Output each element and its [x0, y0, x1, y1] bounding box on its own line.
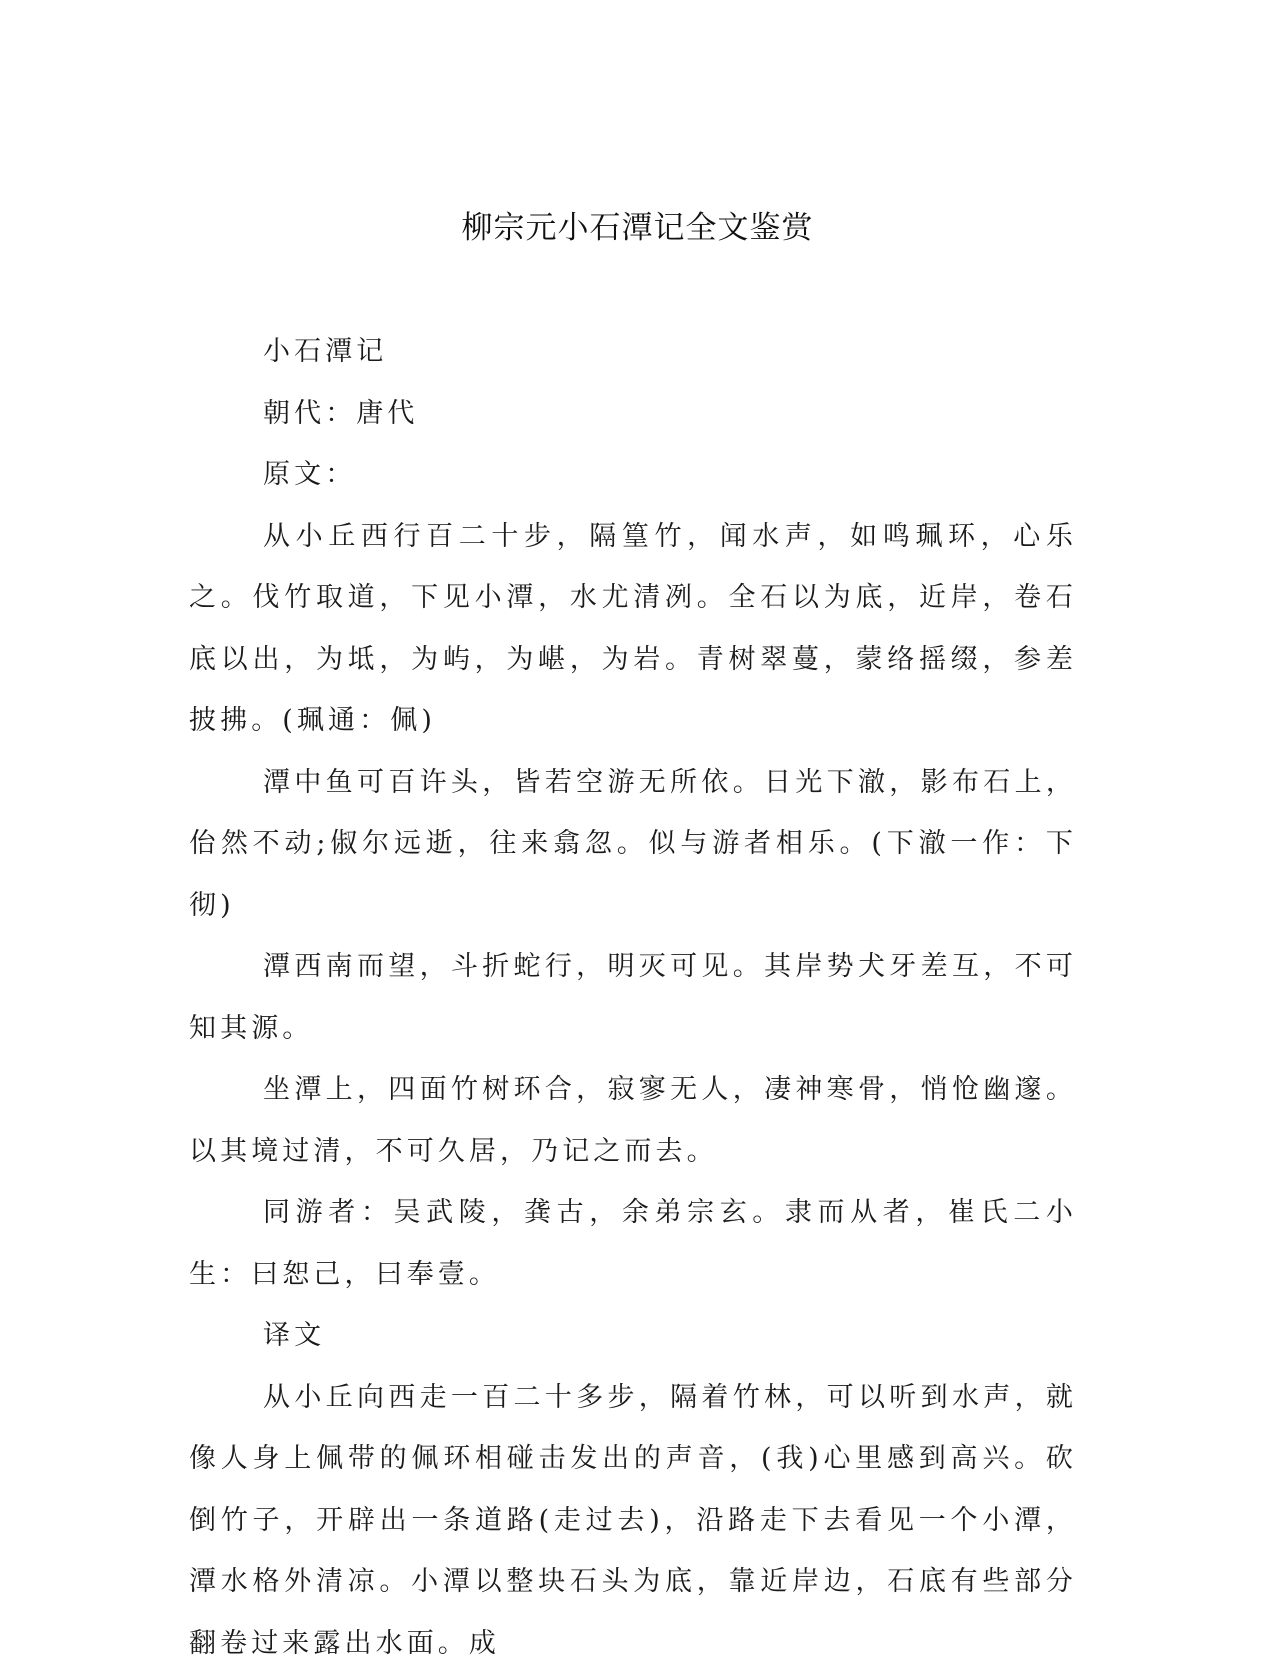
original-text-label: 原文： — [189, 444, 1077, 506]
document-body — [189, 321, 1077, 1674]
dynasty-line: 朝代：唐代 — [189, 383, 1077, 445]
original-paragraph-1: 从小丘西行百二十步，隔篁竹，闻水声，如鸣珮环，心乐之。伐竹取道，下见小潭，水尤清冽。全石以为底，近岸，卷石底以出，为坻，为屿，为嵁，为岩。青树翠蔓，蒙络摇缀，参差披拂。(珮通：佩) — [189, 506, 1077, 752]
original-paragraph-3: 潭西南而望，斗折蛇行，明灭可见。其岸势犬牙差互，不可知其源。 — [189, 936, 1077, 1059]
original-paragraph-4: 坐潭上，四面竹树环合，寂寥无人，凄神寒骨，悄怆幽邃。以其境过清，不可久居，乃记之而去。 — [189, 1059, 1077, 1182]
translation-label: 译文 — [189, 1305, 1077, 1367]
original-paragraph-5: 同游者：吴武陵，龚古，余弟宗玄。隶而从者，崔氏二小生：曰恕己，曰奉壹。 — [189, 1182, 1077, 1305]
translation-paragraph-1: 从小丘向西走一百二十多步，隔着竹林，可以听到水声，就像人身上佩带的佩环相碰击发出的声音，(我)心里感到高兴。砍倒竹子，开辟出一条道路(走过去)，沿路走下去看见一个小潭，潭水格外清凉。小潭以整块石头为底，靠近岸边，石底有些部分翻卷过来露出水面。成 — [189, 1367, 1077, 1674]
document-title: 柳宗元小石潭记全文鉴赏 — [0, 208, 1275, 248]
poem-heading: 小石潭记 — [189, 321, 1077, 383]
original-paragraph-2: 潭中鱼可百许头，皆若空游无所依。日光下澈，影布石上，佁然不动;俶尔远逝，往来翕忽。似与游者相乐。(下澈一作：下彻) — [189, 752, 1077, 937]
